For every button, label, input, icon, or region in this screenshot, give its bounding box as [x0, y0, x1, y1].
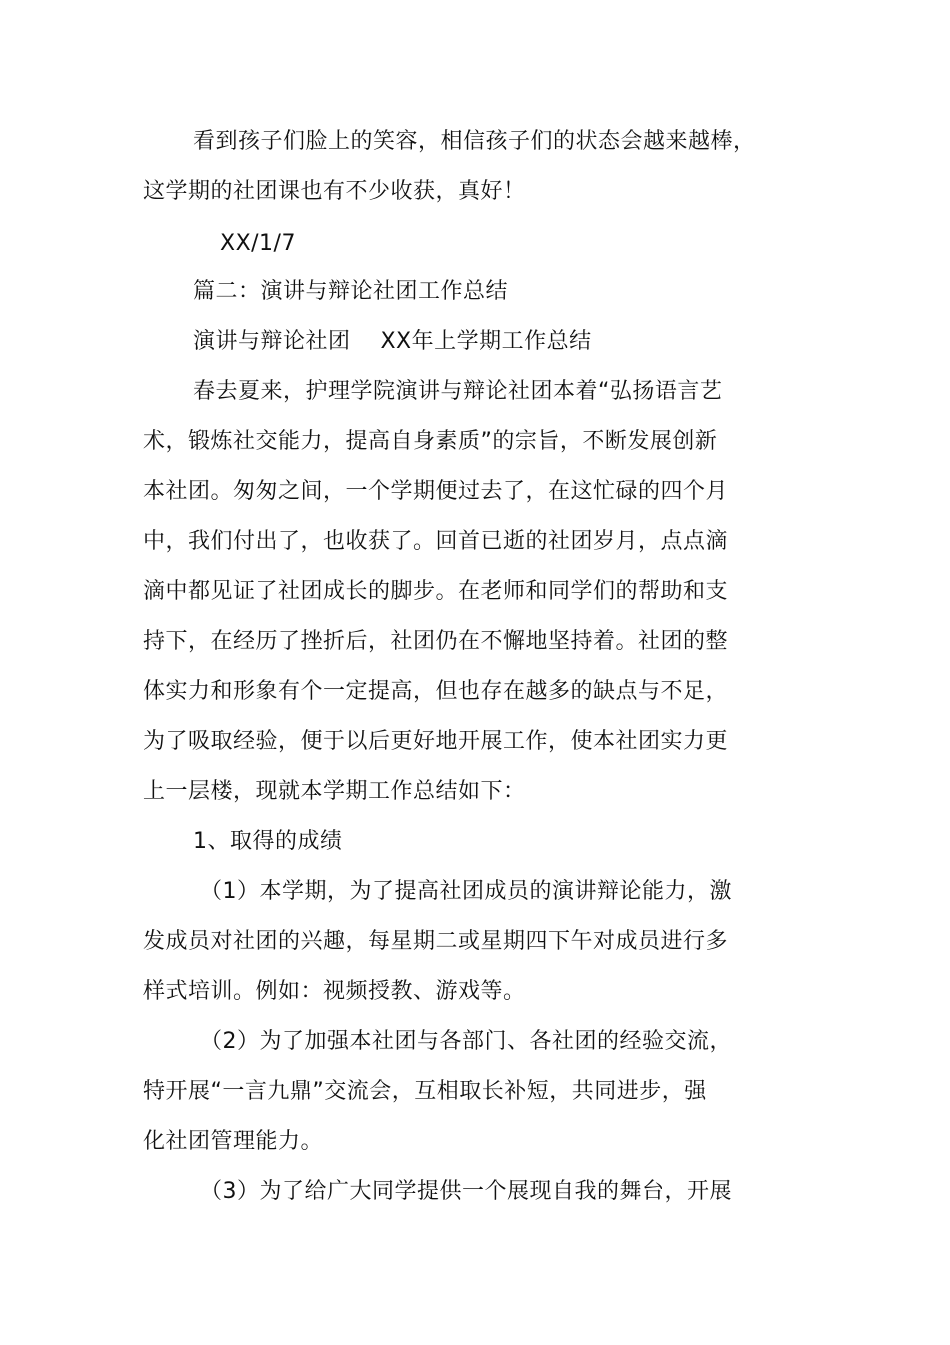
paragraph-line: 上一层楼，现就本学期工作总结如下： [143, 779, 526, 804]
paragraph-line: （1）本学期，为了提高社团成员的演讲辩论能力，激 [200, 879, 732, 904]
paragraph-line: 看到孩子们脸上的笑容，相信孩子们的状态会越来越棒， [193, 129, 756, 154]
paragraph-line: 中，我们付出了，也收获了。回首已逝的社团岁月，点点滴 [143, 529, 729, 554]
paragraph-line: 春去夏来，护理学院演讲与辩论社团本着“弘扬语言艺 [193, 379, 723, 404]
paragraph-line: 持下，在经历了挫折后，社团仍在不懈地坚持着。社团的整 [143, 629, 729, 654]
date-line: XX/1/7 [220, 231, 296, 256]
paragraph-line: 样式培训。例如：视频授教、游戏等。 [143, 979, 526, 1004]
paragraph-line: 特开展“一言九鼎”交流会，互相取长补短，共同进步，强 [143, 1079, 707, 1104]
paragraph-line: 发成员对社团的兴趣，每星期二或星期四下午对成员进行多 [143, 929, 729, 954]
paragraph-line: 滴中都见证了社团成长的脚步。在老师和同学们的帮助和支 [143, 579, 729, 604]
paragraph-line: 本社团。匆匆之间，一个学期便过去了，在这忙碌的四个月 [143, 479, 729, 504]
paragraph-line: 体实力和形象有个一定提高，但也存在越多的缺点与不足， [143, 679, 729, 704]
section-title: 篇二：演讲与辩论社团工作总结 [193, 279, 509, 304]
document-subtitle: 演讲与辩论社团 XX年上学期工作总结 [193, 329, 592, 354]
paragraph-line: 这学期的社团课也有不少收获，真好！ [143, 179, 526, 204]
paragraph-line: 化社团管理能力。 [143, 1129, 324, 1154]
paragraph-line: 为了吸取经验，便于以后更好地开展工作，使本社团实力更 [143, 729, 729, 754]
paragraph-line: （2）为了加强本社团与各部门、各社团的经验交流， [200, 1029, 732, 1054]
list-heading: 1、取得的成绩 [193, 829, 343, 854]
paragraph-line: 术，锻炼社交能力，提高自身素质”的宗旨，不断发展创新 [143, 429, 718, 454]
paragraph-line: （3）为了给广大同学提供一个展现自我的舞台，开展 [200, 1179, 732, 1204]
